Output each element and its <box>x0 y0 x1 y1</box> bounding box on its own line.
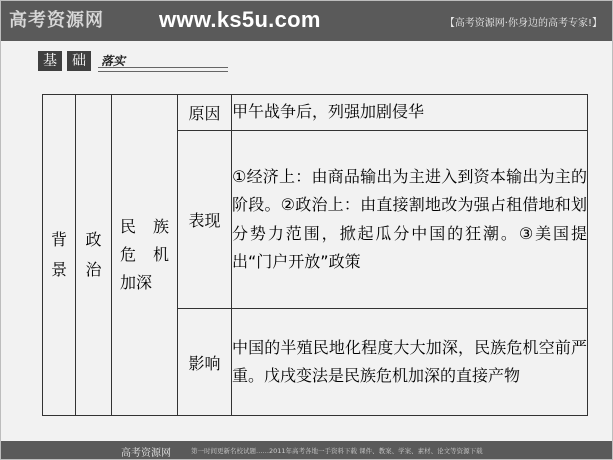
footer-watermark: 高考资源网 <box>121 448 171 459</box>
row-label-cause: 原因 <box>178 95 232 131</box>
cell-background-char-1: 背 <box>50 230 67 249</box>
tag-char-2: 础 <box>67 51 91 71</box>
tag-subtitle: 落实 <box>101 54 126 68</box>
row-label-impact: 影响 <box>178 309 232 416</box>
bottom-banner <box>1 441 613 460</box>
category-line-1: 民 族 <box>120 217 169 236</box>
top-banner <box>1 1 613 41</box>
row-text-manifestation: ①经济上：由商品输出为主进入到资本输出为主的阶段。②政治上：由直接割地改为强占租借地和划分势力范围，掀起瓜分中国的狂潮。③美国提出“门户开放”政策 <box>232 131 588 309</box>
row-text-cause: 甲午战争后，列强加剧侵华 <box>232 95 588 131</box>
banner-watermark: 高考资源网 <box>9 10 104 31</box>
cell-background <box>43 95 76 416</box>
section-tag <box>38 49 228 73</box>
tag-underline <box>98 67 228 72</box>
footer-text: 第一时间更新名校试题……2011年高考各地一手资料下载 课件、教案、学案、素材、论文等资源下载 <box>191 447 483 455</box>
cell-politics-char-1: 政 <box>85 230 102 249</box>
row-text-impact: 中国的半殖民地化程度大大加深，民族危机空前严重。戊戌变法是民族危机加深的直接产物 <box>232 309 588 416</box>
category-line-2: 危 机 <box>120 245 169 264</box>
cell-category <box>112 95 178 416</box>
cell-politics <box>76 95 112 416</box>
banner-slogan: 【高考资源网·你身边的高考专家!】 <box>444 18 602 29</box>
banner-url[interactable]: www.ks5u.com <box>159 7 321 32</box>
content-table <box>42 94 588 416</box>
tag-char-1: 基 <box>38 51 62 71</box>
cell-politics-char-2: 治 <box>85 260 102 279</box>
category-line-3: 加深 <box>120 273 153 292</box>
table-row <box>43 95 588 131</box>
row-label-manifestation: 表现 <box>178 131 232 309</box>
cell-background-char-2: 景 <box>50 260 67 279</box>
